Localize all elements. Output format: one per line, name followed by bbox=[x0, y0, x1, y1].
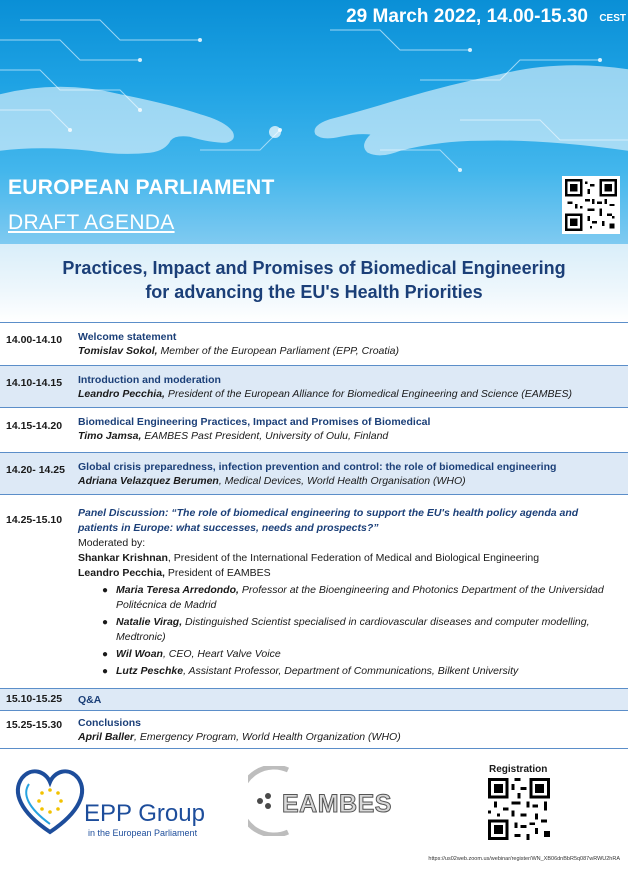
panel-title: Panel Discussion: “The role of biomedical engineering to support the EU's health policy agenda and patients in Europe: what successes, needs and prospects?” bbox=[78, 507, 579, 534]
agenda-table bbox=[0, 322, 628, 749]
event-date bbox=[346, 6, 626, 28]
speaker-role: Member of the European Parliament (EPP, Croatia) bbox=[157, 345, 399, 357]
agenda-title: Introduction and moderation bbox=[78, 374, 221, 386]
moderator-role: , President of the International Federation of Medical and Biological Engineering bbox=[167, 552, 540, 564]
agenda-title: Global crisis preparedness, infection prevention and control: the role of biomedical engineering bbox=[78, 461, 557, 473]
eambes-logo-name: EAMBES bbox=[282, 790, 392, 818]
bullet-icon: ● bbox=[102, 649, 109, 660]
institution-title: EUROPEAN PARLIAMENT bbox=[8, 176, 275, 199]
agenda-content bbox=[78, 330, 620, 358]
agenda-row bbox=[0, 408, 628, 453]
agenda-title: Biomedical Engineering Practices, Impact and Promises of Biomedical bbox=[78, 416, 431, 428]
panelist-name: Wil Woan bbox=[116, 648, 163, 660]
document-type-title: DRAFT AGENDA bbox=[8, 211, 175, 234]
event-date-text: 29 March 2022, 14.00-15.30 bbox=[346, 6, 588, 27]
agenda-time: 15.10-15.25 bbox=[6, 693, 63, 705]
panelist-list bbox=[102, 583, 620, 679]
panelist-item bbox=[102, 647, 620, 662]
agenda-title: Welcome statement bbox=[78, 331, 177, 343]
agenda-row bbox=[0, 711, 628, 749]
speaker-name: Tomislav Sokol, bbox=[78, 345, 158, 357]
moderator-name: Leandro Pecchia, bbox=[78, 567, 165, 579]
speaker-name: Leandro Pecchia, bbox=[78, 388, 165, 400]
agenda-time: 14.10-14.15 bbox=[6, 377, 63, 389]
panelist-name: Lutz Peschke bbox=[116, 665, 184, 677]
agenda-title: Q&A bbox=[78, 694, 102, 706]
bullet-icon: ● bbox=[102, 585, 109, 596]
qr-code-icon[interactable] bbox=[562, 176, 620, 234]
panelist-role: , CEO, Heart Valve Voice bbox=[162, 648, 281, 660]
panelist-role: , Assistant Professor, Department of Communications, Bilkent University bbox=[183, 665, 519, 677]
panelist-item bbox=[102, 583, 620, 613]
agenda-time: 14.20- 14.25 bbox=[6, 464, 65, 476]
panelist-role: Professor at the Bioengineering and Photonics Department of the Universidad Politécnica de Madrid bbox=[116, 584, 604, 611]
agenda-row bbox=[0, 689, 628, 711]
panelist-role: Distinguished Scientist specialised in cardiovascular diseases and computer modelling, Medtronic) bbox=[116, 616, 590, 643]
registration-qr-graphic bbox=[488, 778, 550, 840]
moderated-by-label: Moderated by: bbox=[78, 537, 146, 549]
speaker-role: EAMBES Past President, University of Oulu, Finland bbox=[141, 430, 389, 442]
agenda-row bbox=[0, 366, 628, 408]
event-subtitle bbox=[0, 256, 628, 304]
epp-group-logo bbox=[10, 762, 230, 842]
epp-logo-subtitle: in the European Parliament bbox=[88, 828, 198, 838]
subtitle-line-1: Practices, Impact and Promises of Biomedical Engineering bbox=[62, 258, 566, 278]
footer bbox=[0, 752, 628, 876]
agenda-title: Conclusions bbox=[78, 717, 142, 729]
speaker-name: Timo Jamsa, bbox=[78, 430, 142, 442]
speaker-role: President of the European Alliance for Biomedical Engineering and Science (EAMBES) bbox=[164, 388, 572, 400]
agenda-content bbox=[78, 373, 620, 401]
agenda-content bbox=[78, 506, 620, 681]
agenda-time: 14.15-14.20 bbox=[6, 420, 63, 432]
panelist-name: Natalie Virag, bbox=[116, 616, 183, 628]
agenda-row bbox=[0, 495, 628, 689]
agenda-time: 14.25-15.10 bbox=[6, 514, 63, 526]
subtitle-line-2: for advancing the EU's Health Priorities bbox=[145, 282, 483, 302]
agenda-content bbox=[78, 415, 620, 443]
qr-code-graphic bbox=[565, 179, 617, 231]
epp-heart-icon bbox=[10, 762, 90, 842]
panelist-item bbox=[102, 664, 620, 679]
moderator-role: President of EAMBES bbox=[164, 567, 271, 579]
agenda-time: 15.25-15.30 bbox=[6, 719, 63, 731]
agenda-content bbox=[78, 693, 620, 707]
bullet-icon: ● bbox=[102, 617, 109, 628]
registration-qr-icon[interactable] bbox=[488, 778, 550, 840]
agenda-row bbox=[0, 453, 628, 495]
agenda-row bbox=[0, 322, 628, 366]
registration-url[interactable]: https://us02web.zoom.us/webinar/register/WN_XB06dnBbR5q087wRWU2hRA bbox=[428, 856, 620, 862]
moderator-name: Shankar Krishnan bbox=[78, 552, 168, 564]
bullet-icon: ● bbox=[102, 666, 109, 677]
speaker-role: , Emergency Program, World Health Organization (WHO) bbox=[134, 731, 401, 743]
agenda-content bbox=[78, 716, 620, 744]
panelist-item bbox=[102, 615, 620, 645]
epp-logo-name: EPP Group bbox=[84, 800, 205, 827]
speaker-role: , Medical Devices, World Health Organisation (WHO) bbox=[218, 475, 466, 487]
eambes-logo bbox=[248, 766, 406, 836]
agenda-content bbox=[78, 460, 620, 488]
moderator-item bbox=[78, 551, 620, 566]
speaker-name: Adriana Velazquez Berumen bbox=[78, 475, 219, 487]
event-timezone: CEST bbox=[599, 13, 626, 24]
registration-label: Registration bbox=[489, 764, 548, 775]
moderator-item bbox=[78, 566, 620, 581]
circuit-hands-illustration bbox=[0, 0, 628, 244]
panelist-name: Maria Teresa Arredondo, bbox=[116, 584, 239, 596]
agenda-time: 14.00-14.10 bbox=[6, 334, 63, 346]
speaker-name: April Baller bbox=[78, 731, 135, 743]
header-banner bbox=[0, 0, 628, 244]
